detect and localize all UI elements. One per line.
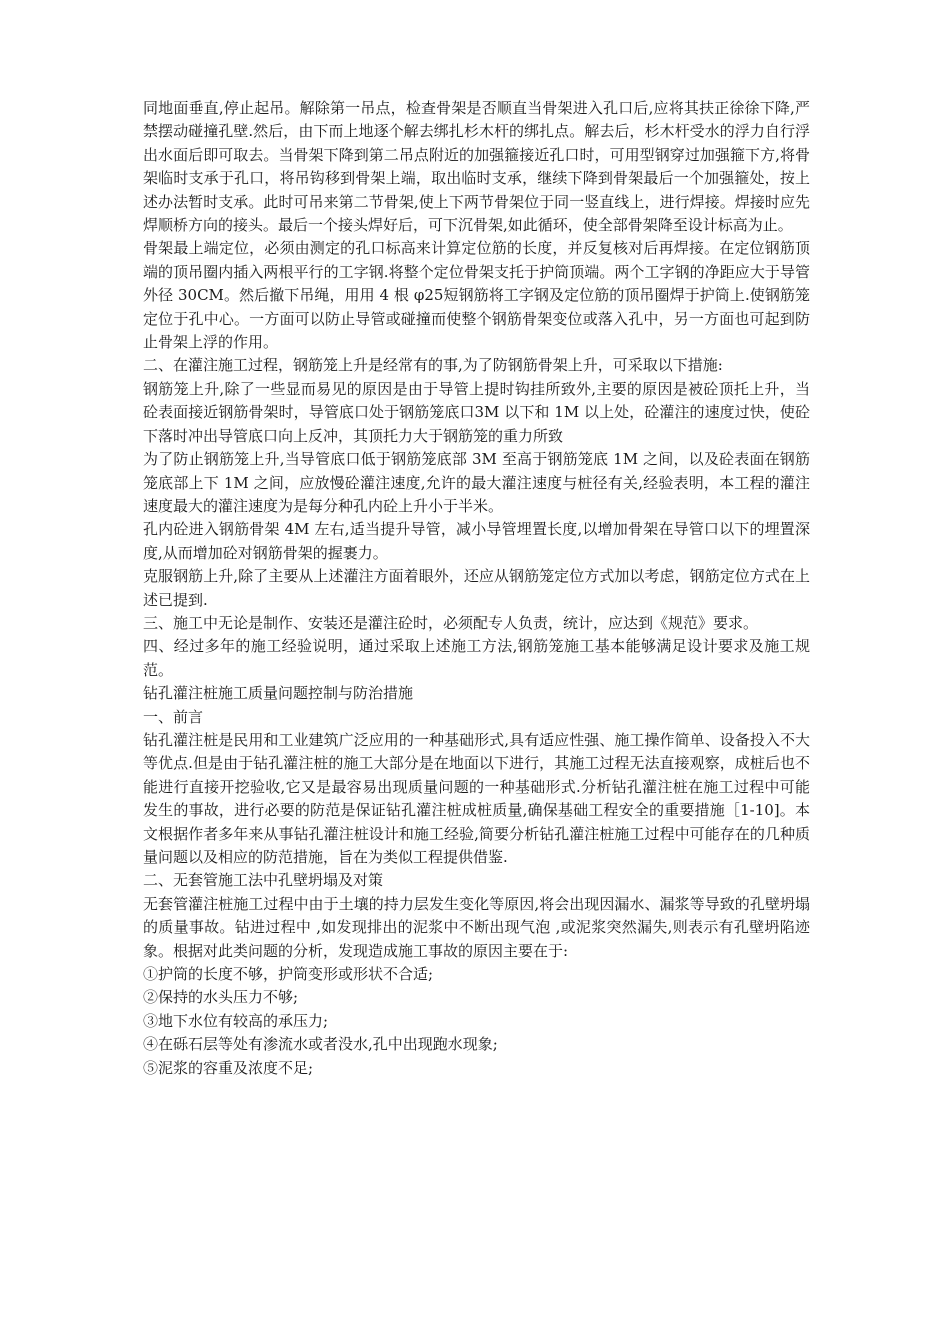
section-heading: 二、无套管施工法中孔壁坍塌及对策: [143, 871, 384, 890]
paragraph: 为了防止钢筋笼上升,当导管底口低于钢筋笼底部 3M 至高于钢筋笼底 1M 之间，以及砼表面在钢筋笼底部上下 1M 之间，应放慢砼灌注速度,允许的最大灌注速度与桩径有关,经验表明，本工程的灌注速度最大的灌注速度为是每分种孔内砼上升小于半米。: [143, 450, 810, 515]
section-heading: 一、前言: [143, 707, 204, 726]
paragraph: 三、施工中无论是制作、安装还是灌注砼时，必须配专人负责，统计，应达到《规范》要求。: [143, 613, 759, 632]
article-title: 钻孔灌注桩施工质量问题控制与防治措施: [143, 684, 414, 703]
paragraph: 骨架最上端定位，必须由测定的孔口标高来计算定位筋的长度，并反复核对后再焊接。在定位钢筋顶端的顶吊圈内插入两根平行的工字钢.将整个定位骨架支托于护筒顶端。两个工字钢的净距应大于导管外径 30CM。然后撤下吊绳，用用 4 根 φ25短钢筋将工字钢及定位筋的顶吊圈焊于护筒上.使钢筋笼定位于孔中心。一方面可以防止导管或碰撞而使整个钢筋骨架变位或落入孔中，另一方面也可起到防止骨架上浮的作用。: [143, 239, 810, 352]
section-heading: 二、在灌注施工过程，钢筋笼上升是经常有的事,为了防钢筋骨架上升，可采取以下措施:: [143, 356, 723, 375]
list-item: ②保持的水头压力不够;: [143, 988, 299, 1007]
paragraph: 孔内砼进入钢筋骨架 4M 左右,适当提升导管，减小导管埋置长度,以增加骨架在导管口以下的埋置深度,从而增加砼对钢筋骨架的握裹力。: [143, 520, 810, 562]
list-item: ①护筒的长度不够，护筒变形或形状不合适;: [143, 965, 434, 984]
paragraph: 四、经过多年的施工经验说明，通过采取上述施工方法,钢筋笼施工基本能够满足设计要求及施工规范。: [143, 637, 810, 679]
paragraph: 同地面垂直,停止起吊。解除第一吊点，检查骨架是否顺直当骨架进入孔口后,应将其扶正徐徐下降,严禁摆动碰撞孔壁.然后，由下而上地逐个解去绑扎杉木杆的绑扎点。解去后，杉木杆受水的浮力自行浮出水面后即可取去。当骨架下降到第二吊点附近的加强箍接近孔口时，可用型钢穿过加强箍下方,将骨架临时支承于孔口，将吊钩移到骨架上端，取出临时支承，继续下降到骨架最后一个加强箍处，按上述办法暂时支承。此时可吊来第二节骨架,使上下两节骨架位于同一竖直线上，进行焊接。焊接时应先焊顺桥方向的接头。最后一个接头焊好后，可下沉骨架,如此循环，使全部骨架降至设计标高为止。: [143, 99, 810, 235]
list-item: ④在砾石层等处有渗流水或者没水,孔中出现跑水现象;: [143, 1035, 498, 1054]
paragraph: 无套管灌注桩施工过程中由于土壤的持力层发生变化等原因,将会出现因漏水、漏浆等导致的孔壁坍塌的质量事故。钻进过程中 ,如发现排出的泥浆中不断出现气泡 ,或泥浆突然漏失,则表示有孔壁坍陷迹象。根据对此类问题的分析，发现造成施工事故的原因主要在于:: [143, 894, 810, 960]
list-item: ③地下水位有较高的承压力;: [143, 1011, 329, 1030]
paragraph: 钢筋笼上升,除了一些显而易见的原因是由于导管上提时钩挂所致外,主要的原因是被砼顶托上升，当砼表面接近钢筋骨架时，导管底口处于钢筋笼底口3M 以下和 1M 以上处，砼灌注的速度过快，使砼下落时冲出导管底口向上反冲，其顶托力大于钢筋笼的重力所致: [143, 379, 810, 445]
list-item: ⑤泥浆的容重及浓度不足;: [143, 1058, 314, 1077]
paragraph: 克服钢筋上升,除了主要从上述灌注方面着眼外，还应从钢筋笼定位方式加以考虑，钢筋定位方式在上述已提到.: [143, 567, 810, 609]
document-body: [143, 97, 810, 1080]
paragraph: 钻孔灌注桩是民用和工业建筑广泛应用的一种基础形式,具有适应性强、施工操作简单、设备投入不大等优点.但是由于钻孔灌注桩的施工大部分是在地面以下进行，其施工过程无法直接观察，成桩后也不能进行直接开挖验收,它又是最容易出现质量问题的一种基础形式.分析钻孔灌注桩在施工过程中可能发生的事故，进行必要的防范是保证钻孔灌注桩成桩质量,确保基础工程安全的重要措施［1-10]。本文根据作者多年来从事钻孔灌注桩设计和施工经验,简要分析钻孔灌注桩施工过程中可能存在的几种质量问题以及相应的防范措施，旨在为类似工程提供借鉴.: [143, 730, 810, 866]
